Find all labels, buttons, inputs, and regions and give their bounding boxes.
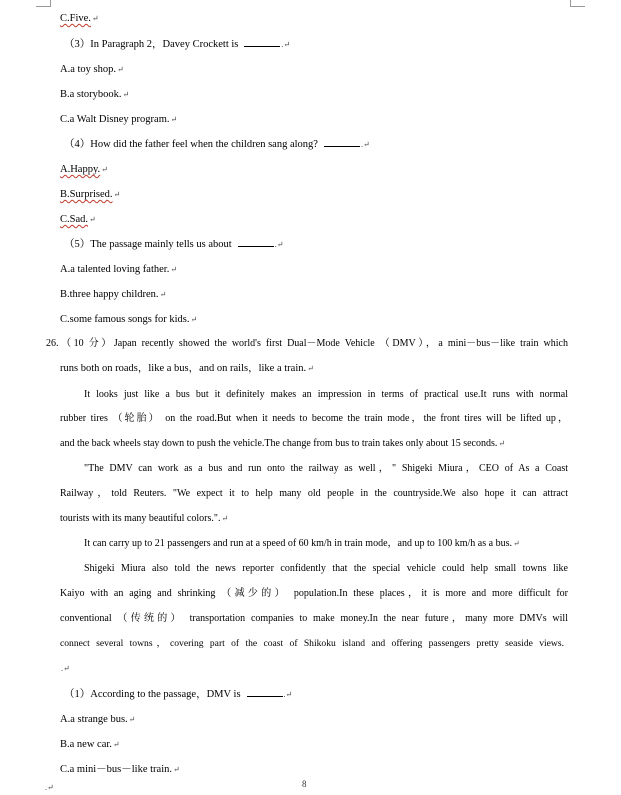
paragraph-1-line-3: and the back wheels stay down to push the vehicle.The change from bus to train takes only about 15 seconds.↵	[60, 438, 506, 449]
q26-1-option-a: A.a strange bus.↵	[60, 714, 136, 725]
q5-option-b: B.three happy children.↵	[60, 289, 167, 300]
q4-option-b: B.Surprised.↵	[60, 189, 121, 200]
paragraph-2-line-2: Railway，told Reuters. "We expect it to help many old people in the countryside.We also hope it can attract	[60, 488, 568, 499]
q3-option-c: C.a Walt Disney program.↵	[60, 114, 178, 125]
q26-1-option-b: B.a new car.↵	[60, 739, 120, 750]
paragraph-4-line-1: Shigeki Miura also told the news reporter confidently that the special vehicle could help small towns like	[84, 563, 568, 574]
paragraph-3-line-1: It can carry up to 21 passengers and run at a speed of 60 km/h in train mode，and up to 100 km/h as a bus.↵	[84, 538, 520, 549]
q5-option-c: C.some famous songs for kids.↵	[60, 314, 198, 325]
page-number: 8	[302, 779, 307, 789]
question-4: （4）How did the father feel when the children sang along? .↵	[64, 139, 370, 150]
q26-1-option-c: C.a mini－bus－like train.↵	[60, 764, 180, 775]
paragraph-4-line-3: conventional （传统的） transportation companies to make money.In the near future，many more DMVs will	[60, 613, 568, 624]
question-5: （5）The passage mainly tells us about .↵	[64, 239, 284, 250]
question-26-1: （1）According to the passage，DMV is .↵	[64, 689, 293, 700]
paragraph-2-line-1: "The DMV can work as a bus and run onto the railway as well，" Shigeki Miura，CEO of As a Coast	[84, 463, 568, 474]
paragraph-4-line-2: Kaiyo with an aging and shrinking （减少的） population.In these places，it is more and more difficult for	[60, 588, 568, 599]
bottom-left-mark: .↵	[45, 783, 54, 792]
q4-option-a: A.Happy.↵	[60, 164, 108, 175]
empty-paragraph-mark: .↵	[61, 664, 70, 673]
paragraph-4-line-4: connect several towns，covering part of the coast of Shikoku island and offering passengers pretty seaside views.	[60, 638, 564, 649]
q5-option-a: A.a talented loving father.↵	[60, 264, 178, 275]
passage-26-intro: 26.（10 分）Japan recently showed the world's first Dual－Mode Vehicle （DMV），a mini－bus－like train which	[46, 338, 568, 349]
paragraph-1-line-1: It looks just like a bus but it definitely makes an impression in terms of practical use.It runs with normal	[84, 389, 568, 400]
top-right-corner-mark	[570, 0, 585, 7]
q4-option-c: C.Sad.↵	[60, 214, 96, 225]
paragraph-2-line-3: tourists with its many beautiful colors.".↵	[60, 513, 229, 524]
q3-option-a: A.a toy shop.↵	[60, 64, 124, 75]
q3-option-b: B.a storybook.↵	[60, 89, 130, 100]
question-3: （3）In Paragraph 2，Davey Crockett is .↵	[64, 39, 291, 50]
option-c-five: C.Five.↵	[60, 13, 99, 24]
passage-26-intro-cont: runs both on roads，like a bus，and on rails，like a train.↵	[60, 363, 314, 374]
top-left-corner-mark	[36, 0, 51, 7]
paragraph-1-line-2: rubber tires （轮胎） on the road.But when it needs to become the train mode，the front tires will be lifted up，	[60, 413, 568, 424]
